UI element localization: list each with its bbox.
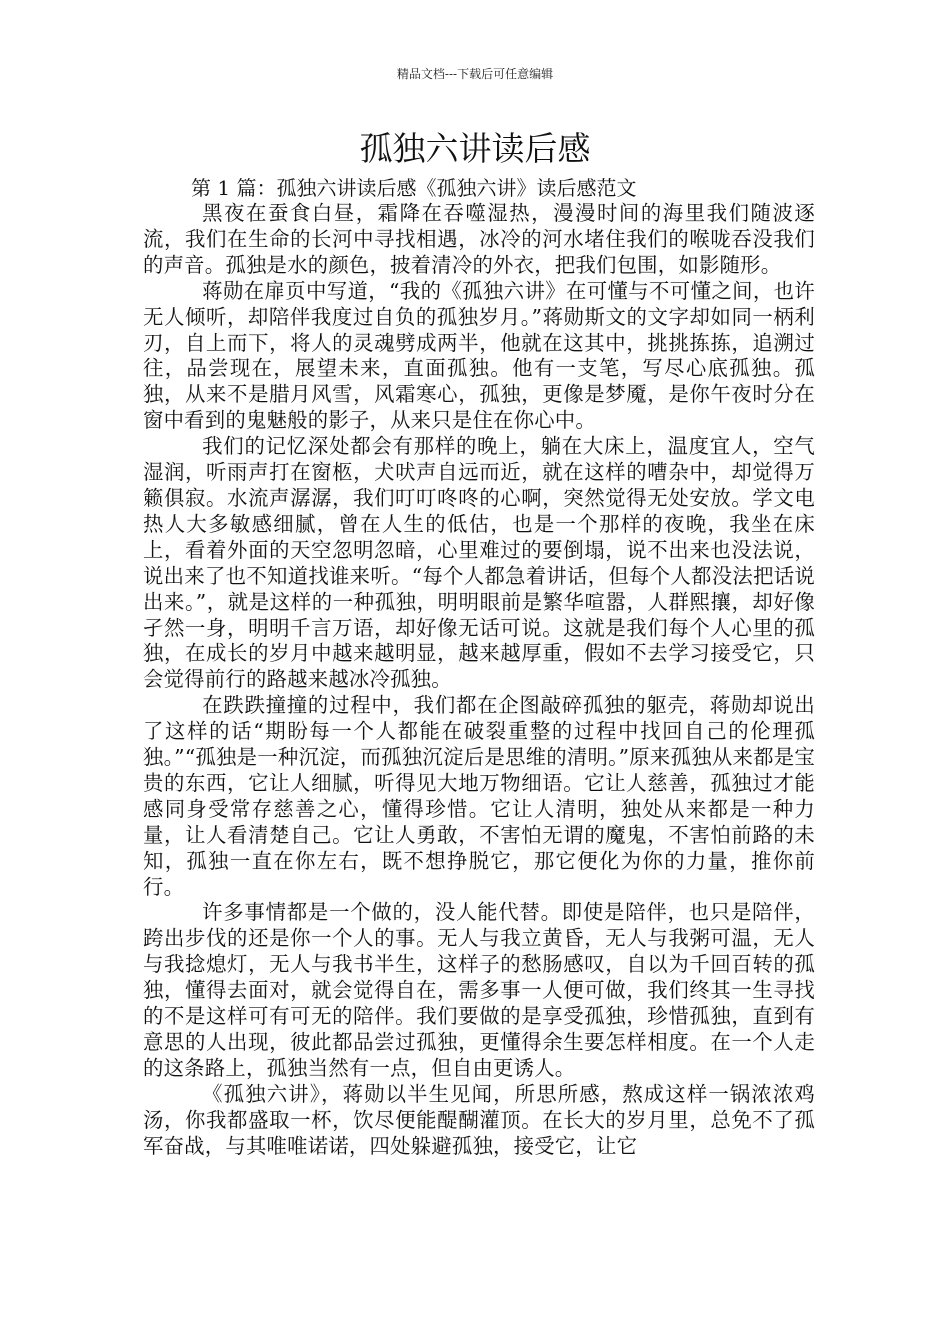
document-title: 孤独六讲读后感 <box>359 129 591 168</box>
header-note: 精品文档---下载后可任意编辑 <box>396 67 554 81</box>
paragraph-4: 在跌跌撞撞的过程中，我们都在企图敲碎孤独的躯壳，蒋勋却说出了这样的话“期盼每一个人都能在破裂重整的过程中找回自己的伦理孤独。”“孤独是一种沉淀，而孤独沉淀后是思维的清明。”原来孤独从来都是宝贵的东西，它让人细腻，听得见大地万物细语。它让人慈善，孤独过才能感同身受常存慈善之心，懂得珍惜。它让人清明，独处从来都是一种力量，让人看清楚自己。它让人勇敢，不害怕无谓的魔鬼，不害怕前路的未知，孤独一直在你左右，既不想挣脱它，那它便化为你的力量，推你前行。 <box>143 693 815 899</box>
paragraph-2: 蒋勋在扉页中写道，“我的《孤独六讲》在可懂与不可懂之间，也许无人倾听，却陪伴我度过自负的孤独岁月。”蒋勋斯文的文字却如同一柄利刃，自上而下，将人的灵魂劈成两半，他就在这其中，挑挑拣拣，追溯过往，品尝现在，展望未来，直面孤独。他有一支笔，写尽心底孤独。孤独，从来不是腊月风雪，风霜寒心，孤独，更像是梦魇，是你午夜时分在窗中看到的鬼魅般的影子，从来只是住在你心中。 <box>143 278 815 433</box>
paragraph-1: 黑夜在蚕食白昼，霜降在吞噬湿热，漫漫时间的海里我们随波逐流，我们在生命的长河中寻找相遇，冰冷的河水堵住我们的喉咙吞没我们的声音。孤独是水的颜色，披着清冷的外衣，把我们包围，如影随形。 <box>143 201 815 277</box>
paragraph-3: 我们的记忆深处都会有那样的晚上，躺在大床上，温度宜人，空气湿润，听雨声打在窗柩，犬吠声自远而近，就在这样的嘈杂中，却觉得万籁俱寂。水流声潺潺，我们叮叮咚咚的心啊，突然觉得无处安放。学文电热人大多敏感细腻，曾在人生的低估，也是一个那样的夜晚，我坐在床上，看着外面的天空忽明忽暗，心里难过的要倒塌，说不出来也没法说，说出来了也不知道找谁来听。“每个人都急着讲话，但每个人都没法把话说出来。”，就是这样的一种孤独，明明眼前是繁华喧嚣，人群熙攘，却好像孑然一身，明明千言万语，却好像无话可说。这就是我们每个人心里的孤独，在成长的岁月中越来越明显，越来越厚重，假如不去学习接受它，只会觉得前行的路越来越冰冷孤独。 <box>143 434 815 692</box>
section-subtitle: 第 1 篇：孤独六讲读后感《孤独六讲》读后感范文 <box>191 176 637 200</box>
document-body <box>143 175 815 1160</box>
paragraph-5: 许多事情都是一个做的，没人能代替。即使是陪伴，也只是陪伴，跨出步伐的还是你一个人的事。无人与我立黄昏，无人与我粥可温，无人与我捻熄灯，无人与我书半生，这样子的愁肠感叹，自以为千回百转的孤独，懂得去面对，就会觉得自在，需多事一人便可做，我们终其一生寻找的不是这样可有可无的陪伴。我们要做的是享受孤独，珍惜孤独，直到有意思的人出现，彼此都品尝过孤独，更懂得余生要怎样相度。在一个人走的这条路上，孤独当然有一点，但自由更诱人。 <box>143 900 815 1080</box>
paragraph-6: 《孤独六讲》，蒋勋以半生见闻，所思所感，熬成这样一锅浓浓鸡汤，你我都盛取一杯，饮尽便能醍醐灌顶。在长大的岁月里，总免不了孤军奋战，与其唯唯诺诺，四处躲避孤独，接受它，让它 <box>143 1081 815 1158</box>
